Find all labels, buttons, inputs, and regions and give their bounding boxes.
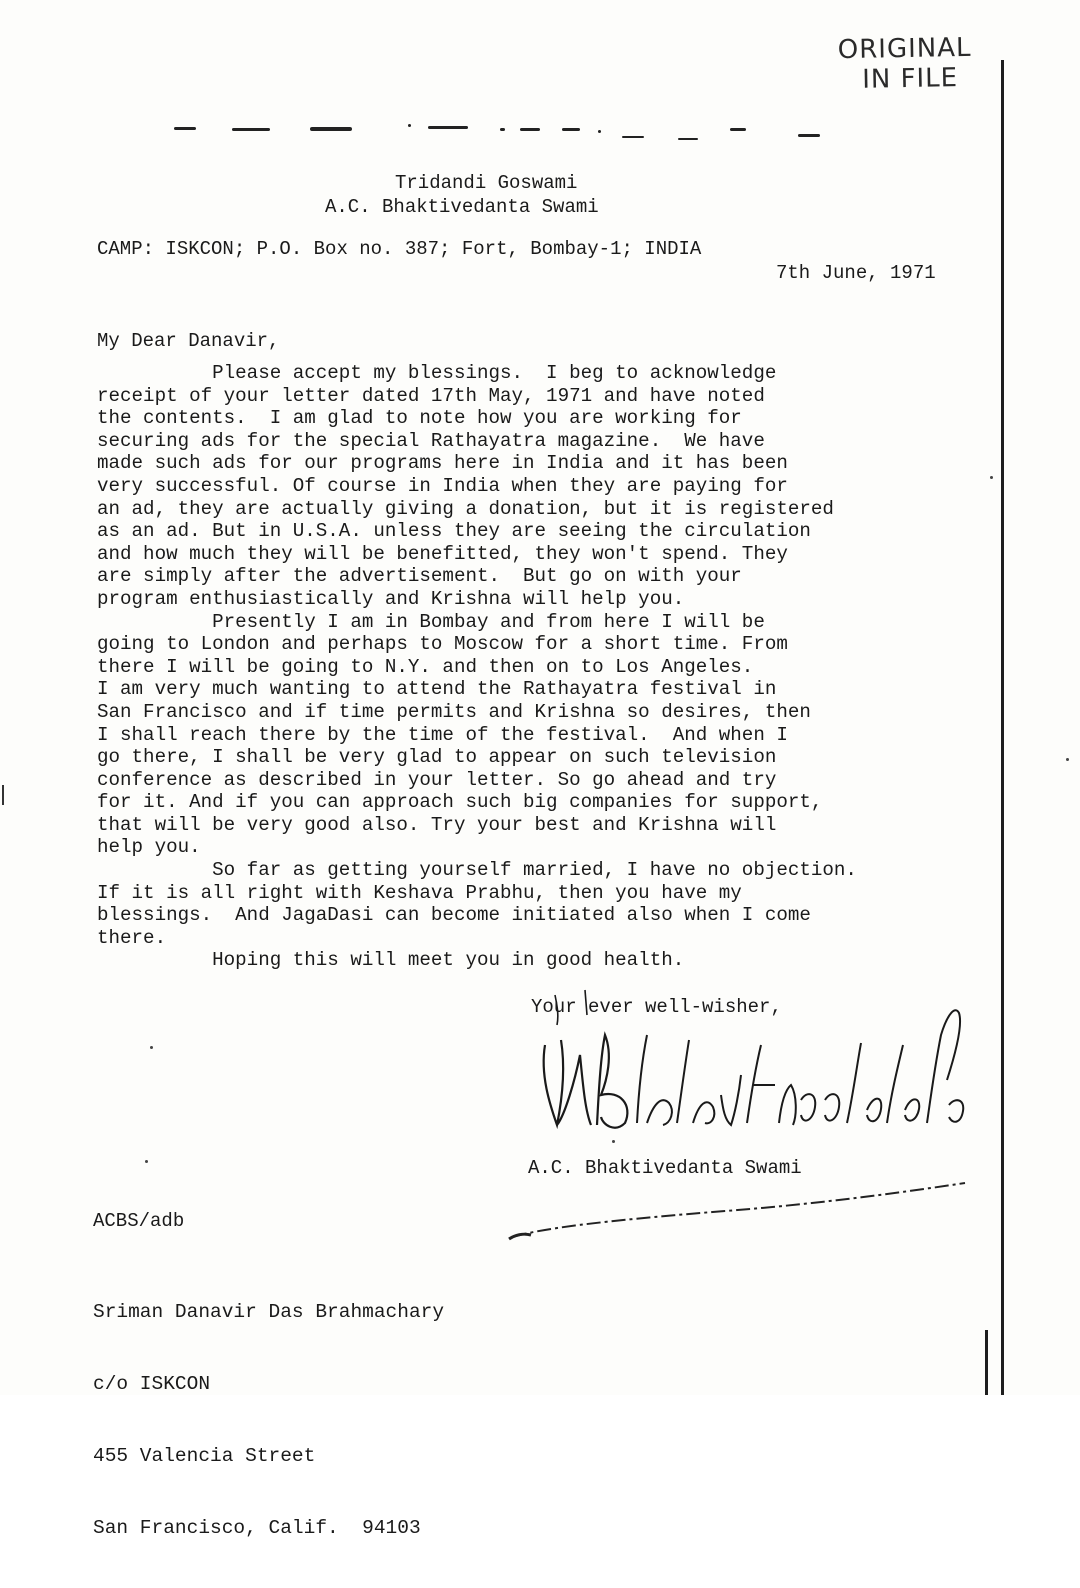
body-line: are simply after the advertisement. But go on with your (97, 565, 742, 588)
body-line: receipt of your letter dated 17th May, 1971 and have noted (97, 384, 765, 407)
handwritten-signature (535, 985, 980, 1145)
address-line-3: 455 Valencia Street (93, 1445, 316, 1467)
stamp-line-2: IN FILE (861, 63, 959, 95)
body-line: going to London and perhaps to Moscow for a short time. From (97, 633, 788, 656)
body-line: If it is all right with Keshava Prabhu, then you have my (97, 881, 742, 904)
recipient-address (93, 1252, 444, 1588)
body-line: there I will be going to N.Y. and then on to Los Angeles. (97, 655, 754, 678)
address-line-4: San Francisco, Calif. 94103 (93, 1517, 421, 1539)
salutation: My Dear Danavir, (97, 330, 280, 352)
letter-body (97, 362, 1007, 972)
speck (990, 476, 993, 479)
body-line: an ad, they are actually giving a donation, but it is registered (97, 497, 834, 520)
body-line: Presently I am in Bombay and from here I will be (97, 610, 765, 633)
body-line: go there, I shall be very glad to appear on such television (97, 746, 777, 769)
body-line: blessings. And JagaDasi can become initiated also when I come (97, 904, 811, 927)
body-line: very successful. Of course in India when they are paying for (97, 474, 788, 497)
left-margin-mark (2, 785, 4, 805)
body-line: the contents. I am glad to note how you are working for (97, 407, 742, 430)
body-line: Please accept my blessings. I beg to acknowledge (97, 362, 777, 384)
letterhead-name: A.C. Bhaktivedanta Swami (325, 196, 599, 218)
body-line: San Francisco and if time permits and Krishna so desires, then (97, 700, 811, 723)
body-line: securing ads for the special Rathayatra magazine. We have (97, 429, 765, 452)
letterhead-title: Tridandi Goswami (395, 172, 578, 194)
address-line-2: c/o ISKCON (93, 1373, 211, 1395)
body-line: program enthusiastically and Krishna will help you. (97, 587, 685, 610)
original-in-file-stamp (837, 33, 972, 95)
body-line: made such ads for our programs here in India and it has been (97, 452, 788, 475)
typed-signature-name: A.C. Bhaktivedanta Swami (528, 1157, 802, 1179)
body-line: So far as getting yourself married, I have no objection. (97, 859, 857, 882)
body-line: and how much they will be benefitted, they won't spend. They (97, 542, 788, 565)
body-line: that will be very good also. Try your best and Krishna will (97, 813, 777, 836)
speck (612, 1140, 615, 1143)
body-line: I am very much wanting to attend the Rathayatra festival in (97, 678, 777, 701)
speck (150, 1046, 153, 1049)
body-line: Hoping this will meet you in good health. (97, 949, 685, 972)
reference-initials: ACBS/adb (93, 1210, 185, 1232)
letter-date: 7th June, 1971 (776, 262, 936, 284)
address-line-1: Sriman Danavir Das Brahmachary (93, 1301, 445, 1323)
body-line: as an ad. But in U.S.A. unless they are seeing the circulation (97, 520, 811, 543)
camp-address: CAMP: ISKCON; P.O. Box no. 387; Fort, Bombay-1; INDIA (97, 238, 702, 260)
page-edge-line-lower (985, 1330, 988, 1395)
closing: Your ever well-wisher, (531, 996, 782, 1018)
faded-typed-dashes (170, 120, 850, 140)
body-line: there. (97, 926, 167, 949)
page-edge-line (1001, 60, 1004, 1395)
speck (1066, 758, 1069, 761)
body-line: help you. (97, 836, 201, 859)
signature-underline (505, 1175, 975, 1245)
speck (145, 1160, 148, 1163)
stamp-line-1: ORIGINAL (837, 32, 972, 66)
body-line: for it. And if you can approach such big companies for support, (97, 791, 823, 814)
body-line: I shall reach there by the time of the festival. And when I (97, 723, 788, 746)
body-line: conference as described in your letter. So go ahead and try (97, 768, 777, 791)
